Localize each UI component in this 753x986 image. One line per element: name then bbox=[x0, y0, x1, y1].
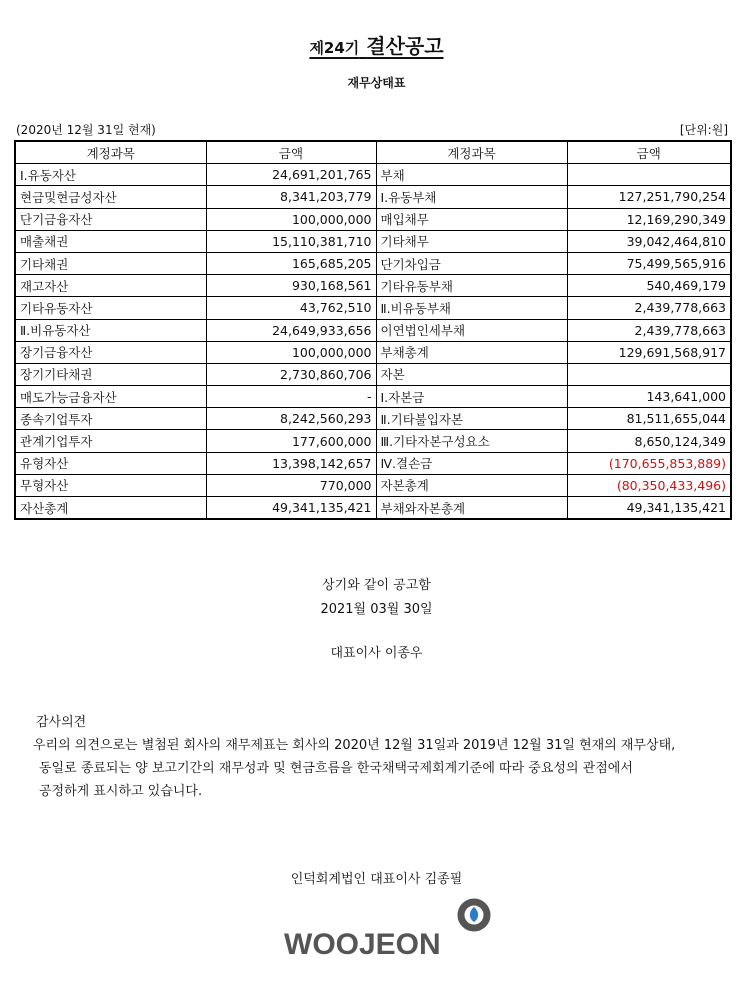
account-name-cell: Ⅰ.유동부채 bbox=[376, 186, 567, 208]
amount-cell bbox=[567, 164, 731, 186]
logo-ring-icon bbox=[457, 898, 491, 932]
amount-cell: 930,168,561 bbox=[206, 275, 376, 297]
account-name-cell: Ⅲ.기타자본구성요소 bbox=[376, 430, 567, 452]
title-period: 제24기 bbox=[309, 39, 360, 57]
notice-date: 2021월 03월 30일 bbox=[320, 602, 433, 617]
account-name-cell: 매도가능금융자산 bbox=[15, 386, 206, 408]
amount-cell: 39,042,464,810 bbox=[567, 230, 731, 252]
table-row bbox=[15, 319, 731, 341]
account-name-cell: 단기금융자산 bbox=[15, 208, 206, 230]
account-name-cell: 이연법인세부채 bbox=[376, 319, 567, 341]
table-row bbox=[15, 186, 731, 208]
amount-cell: 143,641,000 bbox=[567, 386, 731, 408]
table-row bbox=[15, 408, 731, 430]
account-name-cell: Ⅰ.자본금 bbox=[376, 386, 567, 408]
table-row bbox=[15, 252, 731, 274]
column-header: 금액 bbox=[206, 141, 376, 164]
amount-cell: 75,499,565,916 bbox=[567, 252, 731, 274]
account-name-cell: Ⅰ.유동자산 bbox=[15, 164, 206, 186]
amount-cell: 100,000,000 bbox=[206, 208, 376, 230]
account-name-cell: 장기금융자산 bbox=[15, 341, 206, 363]
audit-paragraph-line: 우리의 의견으로는 별첨된 회사의 재무제표는 회사의 2020년 12월 31일과 2019년 12월 31일 현재의 재무상태, bbox=[33, 738, 676, 753]
account-name-cell: 매출채권 bbox=[15, 230, 206, 252]
table-caption bbox=[16, 121, 728, 138]
account-name-cell: Ⅳ.결손금 bbox=[376, 452, 567, 474]
notice-line: 상기와 같이 공고함 bbox=[322, 578, 431, 593]
account-name-cell: 관계기업투자 bbox=[15, 430, 206, 452]
amount-cell: 129,691,568,917 bbox=[567, 341, 731, 363]
amount-cell: - bbox=[206, 386, 376, 408]
amount-cell: 15,110,381,710 bbox=[206, 230, 376, 252]
amount-cell: 177,600,000 bbox=[206, 430, 376, 452]
account-name-cell: 매입채무 bbox=[376, 208, 567, 230]
table-row bbox=[15, 164, 731, 186]
table-row bbox=[15, 297, 731, 319]
title-main: 결산공고 bbox=[366, 34, 444, 58]
amount-cell: 43,762,510 bbox=[206, 297, 376, 319]
account-name-cell: 종속기업투자 bbox=[15, 408, 206, 430]
table-row bbox=[15, 474, 731, 496]
account-name-cell: 부채총계 bbox=[376, 341, 567, 363]
account-name-cell: Ⅱ.기타불입자본 bbox=[376, 408, 567, 430]
audit-paragraph-line: 동일로 종료되는 양 보고기간의 재무성과 및 현금흐름을 한국채택국제회계기준에 따라 중요성의 관점에서 bbox=[39, 761, 633, 776]
account-name-cell: 기타채권 bbox=[15, 252, 206, 274]
account-name-cell: 유형자산 bbox=[15, 452, 206, 474]
column-header: 금액 bbox=[567, 141, 731, 164]
amount-cell: (80,350,433,496) bbox=[567, 474, 731, 496]
amount-cell: 24,649,933,656 bbox=[206, 319, 376, 341]
amount-cell: 540,469,179 bbox=[567, 275, 731, 297]
column-header: 계정과목 bbox=[15, 141, 206, 164]
table-header-row bbox=[15, 141, 731, 164]
amount-cell: 8,650,124,349 bbox=[567, 430, 731, 452]
table-row bbox=[15, 363, 731, 385]
account-name-cell: 장기기타채권 bbox=[15, 363, 206, 385]
logo-wordmark: WOOJEON bbox=[284, 928, 441, 961]
table-row bbox=[15, 341, 731, 363]
account-name-cell: 기타채무 bbox=[376, 230, 567, 252]
account-name-cell: 부채와자본총계 bbox=[376, 497, 567, 520]
amount-cell: 13,398,142,657 bbox=[206, 452, 376, 474]
account-name-cell: 현금및현금성자산 bbox=[15, 186, 206, 208]
audit-heading: 감사의견 bbox=[36, 715, 87, 730]
balance-sheet-table bbox=[14, 140, 732, 520]
amount-cell: 49,341,135,421 bbox=[206, 497, 376, 520]
report-date: (2020년 12월 31일 현재) bbox=[16, 123, 156, 137]
amount-cell: 770,000 bbox=[206, 474, 376, 496]
unit-label: [단위:원] bbox=[679, 123, 728, 137]
amount-cell: 8,242,560,293 bbox=[206, 408, 376, 430]
amount-cell: 2,439,778,663 bbox=[567, 319, 731, 341]
amount-cell: 24,691,201,765 bbox=[206, 164, 376, 186]
account-name-cell: 재고자산 bbox=[15, 275, 206, 297]
amount-cell: 12,169,290,349 bbox=[567, 208, 731, 230]
table-row bbox=[15, 452, 731, 474]
account-name-cell: Ⅱ.비유동자산 bbox=[15, 319, 206, 341]
audit-opinion bbox=[33, 711, 736, 803]
audit-paragraph-line: 공정하게 표시하고 있습니다. bbox=[39, 784, 203, 799]
amount-cell: 8,341,203,779 bbox=[206, 186, 376, 208]
account-name-cell: 자본총계 bbox=[376, 474, 567, 496]
account-name-cell: 단기차입금 bbox=[376, 252, 567, 274]
ceo-name: 대표이사 이종우 bbox=[330, 646, 423, 661]
table-body bbox=[15, 164, 731, 520]
amount-cell: 81,511,655,044 bbox=[567, 408, 731, 430]
amount-cell: 127,251,790,254 bbox=[567, 186, 731, 208]
table-row bbox=[15, 275, 731, 297]
page-subtitle: 재무상태표 bbox=[347, 76, 406, 90]
amount-cell: (170,655,853,889) bbox=[567, 452, 731, 474]
account-name-cell: 기타유동자산 bbox=[15, 297, 206, 319]
account-name-cell: 부채 bbox=[376, 164, 567, 186]
table-row bbox=[15, 386, 731, 408]
amount-cell bbox=[567, 363, 731, 385]
amount-cell: 2,439,778,663 bbox=[567, 297, 731, 319]
account-name-cell: 기타유동부채 bbox=[376, 275, 567, 297]
table-row bbox=[15, 430, 731, 452]
account-name-cell: 자산총계 bbox=[15, 497, 206, 520]
column-header: 계정과목 bbox=[376, 141, 567, 164]
amount-cell: 165,685,205 bbox=[206, 252, 376, 274]
account-name-cell: Ⅱ.비유동부채 bbox=[376, 297, 567, 319]
page-title bbox=[0, 30, 753, 59]
firm-logo bbox=[284, 898, 504, 968]
table-row bbox=[15, 208, 731, 230]
amount-cell: 2,730,860,706 bbox=[206, 363, 376, 385]
amount-cell: 100,000,000 bbox=[206, 341, 376, 363]
table-row bbox=[15, 230, 731, 252]
account-name-cell: 자본 bbox=[376, 363, 567, 385]
amount-cell: 49,341,135,421 bbox=[567, 497, 731, 520]
account-name-cell: 무형자산 bbox=[15, 474, 206, 496]
audit-firm: 인덕회계법인 대표이사 김종필 bbox=[290, 872, 463, 887]
table-row bbox=[15, 497, 731, 520]
